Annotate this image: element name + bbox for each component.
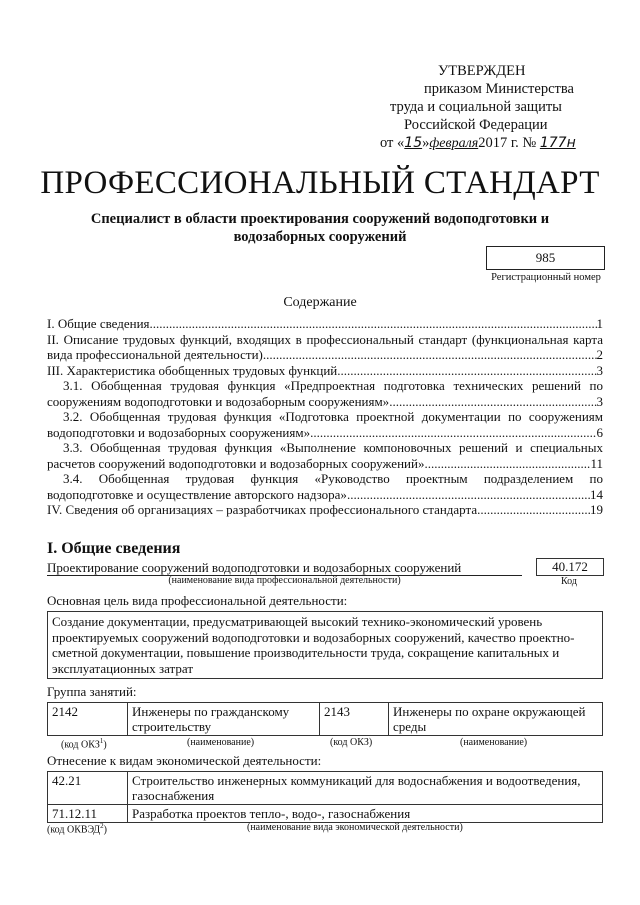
- approval-ministry: труда и социальной защиты: [390, 99, 562, 115]
- toc-item[interactable]: IV. Сведения об организациях – разработчиках профессионального стандарта ..... 19: [47, 502, 603, 518]
- group-label: Группа занятий:: [47, 684, 137, 699]
- activity-code: 40.172: [536, 558, 604, 576]
- approval-day: 15: [404, 135, 423, 151]
- okved-name: Строительство инженерных коммуникаций для водоснабжения и водоотведения, газоснабжения: [128, 772, 603, 805]
- approval-order: приказом Министерства: [424, 81, 574, 97]
- toc-heading: Содержание: [283, 295, 357, 310]
- toc-item[interactable]: расчетов сооружений водоподготовки и водозаборных сооружений» ..... 11: [47, 456, 603, 472]
- approval-date-line: от «15»февраля2017 г. № 177н: [380, 135, 576, 151]
- approval-block: [380, 62, 600, 153]
- group-captions: (код ОКЗ$^1$) (наименование) (код ОКЗ) (наименование): [61, 737, 528, 751]
- toc-item[interactable]: II. Описание трудовых функций, входящих в профессиональный стандарт (функциональная карта: [47, 331, 603, 347]
- okved-name: Разработка проектов тепло-, водо-, газоснабжения: [128, 805, 603, 823]
- approval-title: УТВЕРЖДЕН: [438, 63, 526, 79]
- approval-number: 177н: [539, 135, 576, 151]
- toc-item[interactable]: 3.4. Обобщенная трудовая функция «Руководство проектным подразделением по: [63, 471, 603, 486]
- toc-item[interactable]: 3.1. Обобщенная трудовая функция «Предпроектная подготовка технических решений по: [63, 378, 603, 393]
- econ-label: Отнесение к видам экономической деятельности:: [47, 753, 322, 768]
- toc-item[interactable]: сооружениям водоподготовки и водозаборным сооружениям» ..... 3: [47, 394, 603, 410]
- okz-code: 2143: [320, 703, 389, 736]
- econ-captions: (код ОКВЭД$^2$) (наименование вида экономической деятельности): [47, 822, 463, 836]
- approval-country: Российской Федерации: [404, 117, 548, 133]
- code-caption: Код: [561, 576, 577, 587]
- registration-label: Регистрационный номер: [491, 272, 601, 283]
- section-heading: I. Общие сведения: [47, 540, 181, 557]
- toc-item[interactable]: III. Характеристика обобщенных трудовых функций ..... 3: [47, 363, 603, 379]
- toc-item[interactable]: водоподготовки и водозаборных сооружениям» ..... 6: [47, 425, 603, 441]
- document-title: ПРОФЕССИОНАЛЬНЫЙ СТАНДАРТ: [40, 165, 600, 201]
- activity-name: Проектирование сооружений водоподготовки и водозаборных сооружений: [47, 560, 522, 576]
- toc-item[interactable]: вида профессиональной деятельности) ..... 2: [47, 347, 603, 363]
- okz-name: Инженеры по гражданскому строительству: [128, 703, 320, 736]
- goal-label: Основная цель вида профессиональной деятельности:: [47, 593, 348, 608]
- okz-name: Инженеры по охране окружающей среды: [389, 703, 603, 736]
- registration-number: 985: [486, 246, 605, 270]
- toc-item[interactable]: 3.2. Обобщенная трудовая функция «Подготовка проектной документации по сооружениям: [63, 409, 603, 424]
- document-subtitle: Специалист в области проектирования сооружений водоподготовки и водозаборных сооружений: [90, 211, 550, 245]
- approval-month: февраля: [429, 136, 479, 151]
- okz-code: 2142: [48, 703, 128, 736]
- occupation-group-table: [47, 702, 603, 736]
- toc-item[interactable]: I. Общие сведения ..... 1: [47, 316, 603, 332]
- economic-activity-table: [47, 771, 603, 823]
- okved-code: 71.12.11: [48, 805, 128, 823]
- goal-text: Создание документации, предусматривающей высокий технико-экономический уровень проектируемых сооружений водоподготовки и водозаборных сооружений, качество проектно-сметной документации, повышение производительности труда, сокращение капитальных и эксплуатационных затрат: [47, 611, 603, 679]
- activity-caption: (наименование вида профессиональной деятельности): [168, 575, 401, 586]
- toc-item[interactable]: водоподготовке и осуществление авторского надзора» ..... 14: [47, 487, 603, 503]
- table-of-contents: [47, 316, 603, 518]
- okved-code: 42.21: [48, 772, 128, 805]
- toc-item[interactable]: 3.3. Обобщенная трудовая функция «Выполнение компоновочных решений и специальных: [63, 440, 603, 455]
